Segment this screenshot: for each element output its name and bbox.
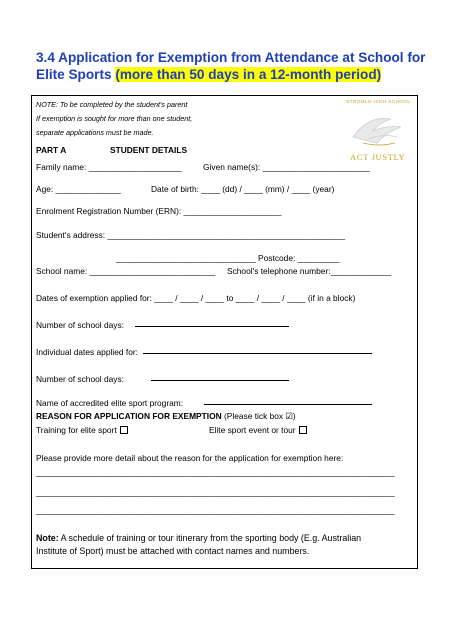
individual-dates-label: Individual dates applied for: — [36, 347, 138, 357]
attachment-note-text-1: A schedule of training or tour itinerary from the sporting body (E.g. Australian — [58, 533, 362, 543]
note-line-2: If exemption is sought for more than one student, — [36, 114, 193, 123]
program-input[interactable] — [204, 404, 372, 405]
ern-field[interactable]: Enrolment Registration Number (ERN): _____________________ — [36, 206, 282, 216]
option-training[interactable] — [36, 425, 128, 435]
event-tour-checkbox[interactable] — [299, 426, 307, 434]
school-name-field[interactable]: School name: ___________________________ — [36, 266, 216, 276]
option-training-label: Training for elite sport — [36, 425, 117, 435]
title-highlight: (more than 50 days in a 12-month period) — [115, 67, 382, 82]
part-a-label: PART A — [36, 145, 67, 155]
school-phone-field[interactable]: School's telephone number:_____________ — [227, 266, 392, 276]
option-event-tour[interactable] — [209, 425, 307, 435]
program-label: Name of accredited elite sport program: — [36, 398, 184, 408]
address-line2-postcode-field[interactable]: ______________________________ Postcode: _________ — [116, 253, 340, 263]
given-names-field[interactable]: Given name(s): _______________________ — [203, 162, 370, 172]
attachment-note-label: Note: — [36, 533, 59, 543]
training-checkbox[interactable] — [120, 426, 128, 434]
detail-line-1[interactable]: _____________________________________________________________________________ — [36, 467, 395, 477]
dob-field[interactable]: Date of birth: ____ (dd) / ____ (mm) / ____ (year) — [151, 184, 335, 194]
number-of-days-label: Number of school days: — [36, 320, 124, 330]
title-main: 3.4 Application for Exemption from Attendance at School for Elite Sports — [36, 50, 426, 82]
attachment-note-line-2: Institute of Sport) must be attached with contact names and numbers. — [36, 546, 310, 556]
family-name-field[interactable]: Family name: ____________________ — [36, 162, 182, 172]
detail-line-3[interactable]: _____________________________________________________________________________ — [36, 505, 395, 515]
option-event-label: Elite sport event or tour — [209, 425, 296, 435]
number-of-days-input-2[interactable] — [151, 380, 289, 381]
detail-line-2[interactable]: _____________________________________________________________________________ — [36, 487, 395, 497]
school-name: STROMLO HIGH SCHOOL — [346, 100, 411, 105]
reason-heading-row — [36, 411, 296, 421]
address-field[interactable]: Student's address: ___________________________________________________ — [36, 230, 345, 240]
note-line-3: separate applications must be made. — [36, 128, 154, 137]
number-of-days-label-2: Number of school days: — [36, 374, 124, 384]
note-line-1: NOTE: To be completed by the student's parent — [36, 100, 188, 109]
page-title — [36, 49, 431, 83]
school-motto: ACT JUSTLY — [350, 152, 406, 162]
detail-prompt: Please provide more detail about the reason for the application for exemption here: — [36, 453, 344, 463]
number-of-days-input[interactable] — [135, 326, 289, 327]
reason-instruction: (Please tick box ☑) — [223, 411, 296, 421]
part-a-heading: STUDENT DETAILS — [110, 145, 188, 155]
exemption-dates-field[interactable]: Dates of exemption applied for: ____ / ____ / ____ to ____ / ____ / ____ (if in a block) — [36, 293, 356, 303]
individual-dates-input[interactable] — [143, 353, 372, 354]
attachment-note-line-1 — [36, 533, 361, 543]
reason-heading: REASON FOR APPLICATION FOR EXEMPTION — [36, 411, 222, 421]
age-field[interactable]: Age: ______________ — [36, 184, 121, 194]
